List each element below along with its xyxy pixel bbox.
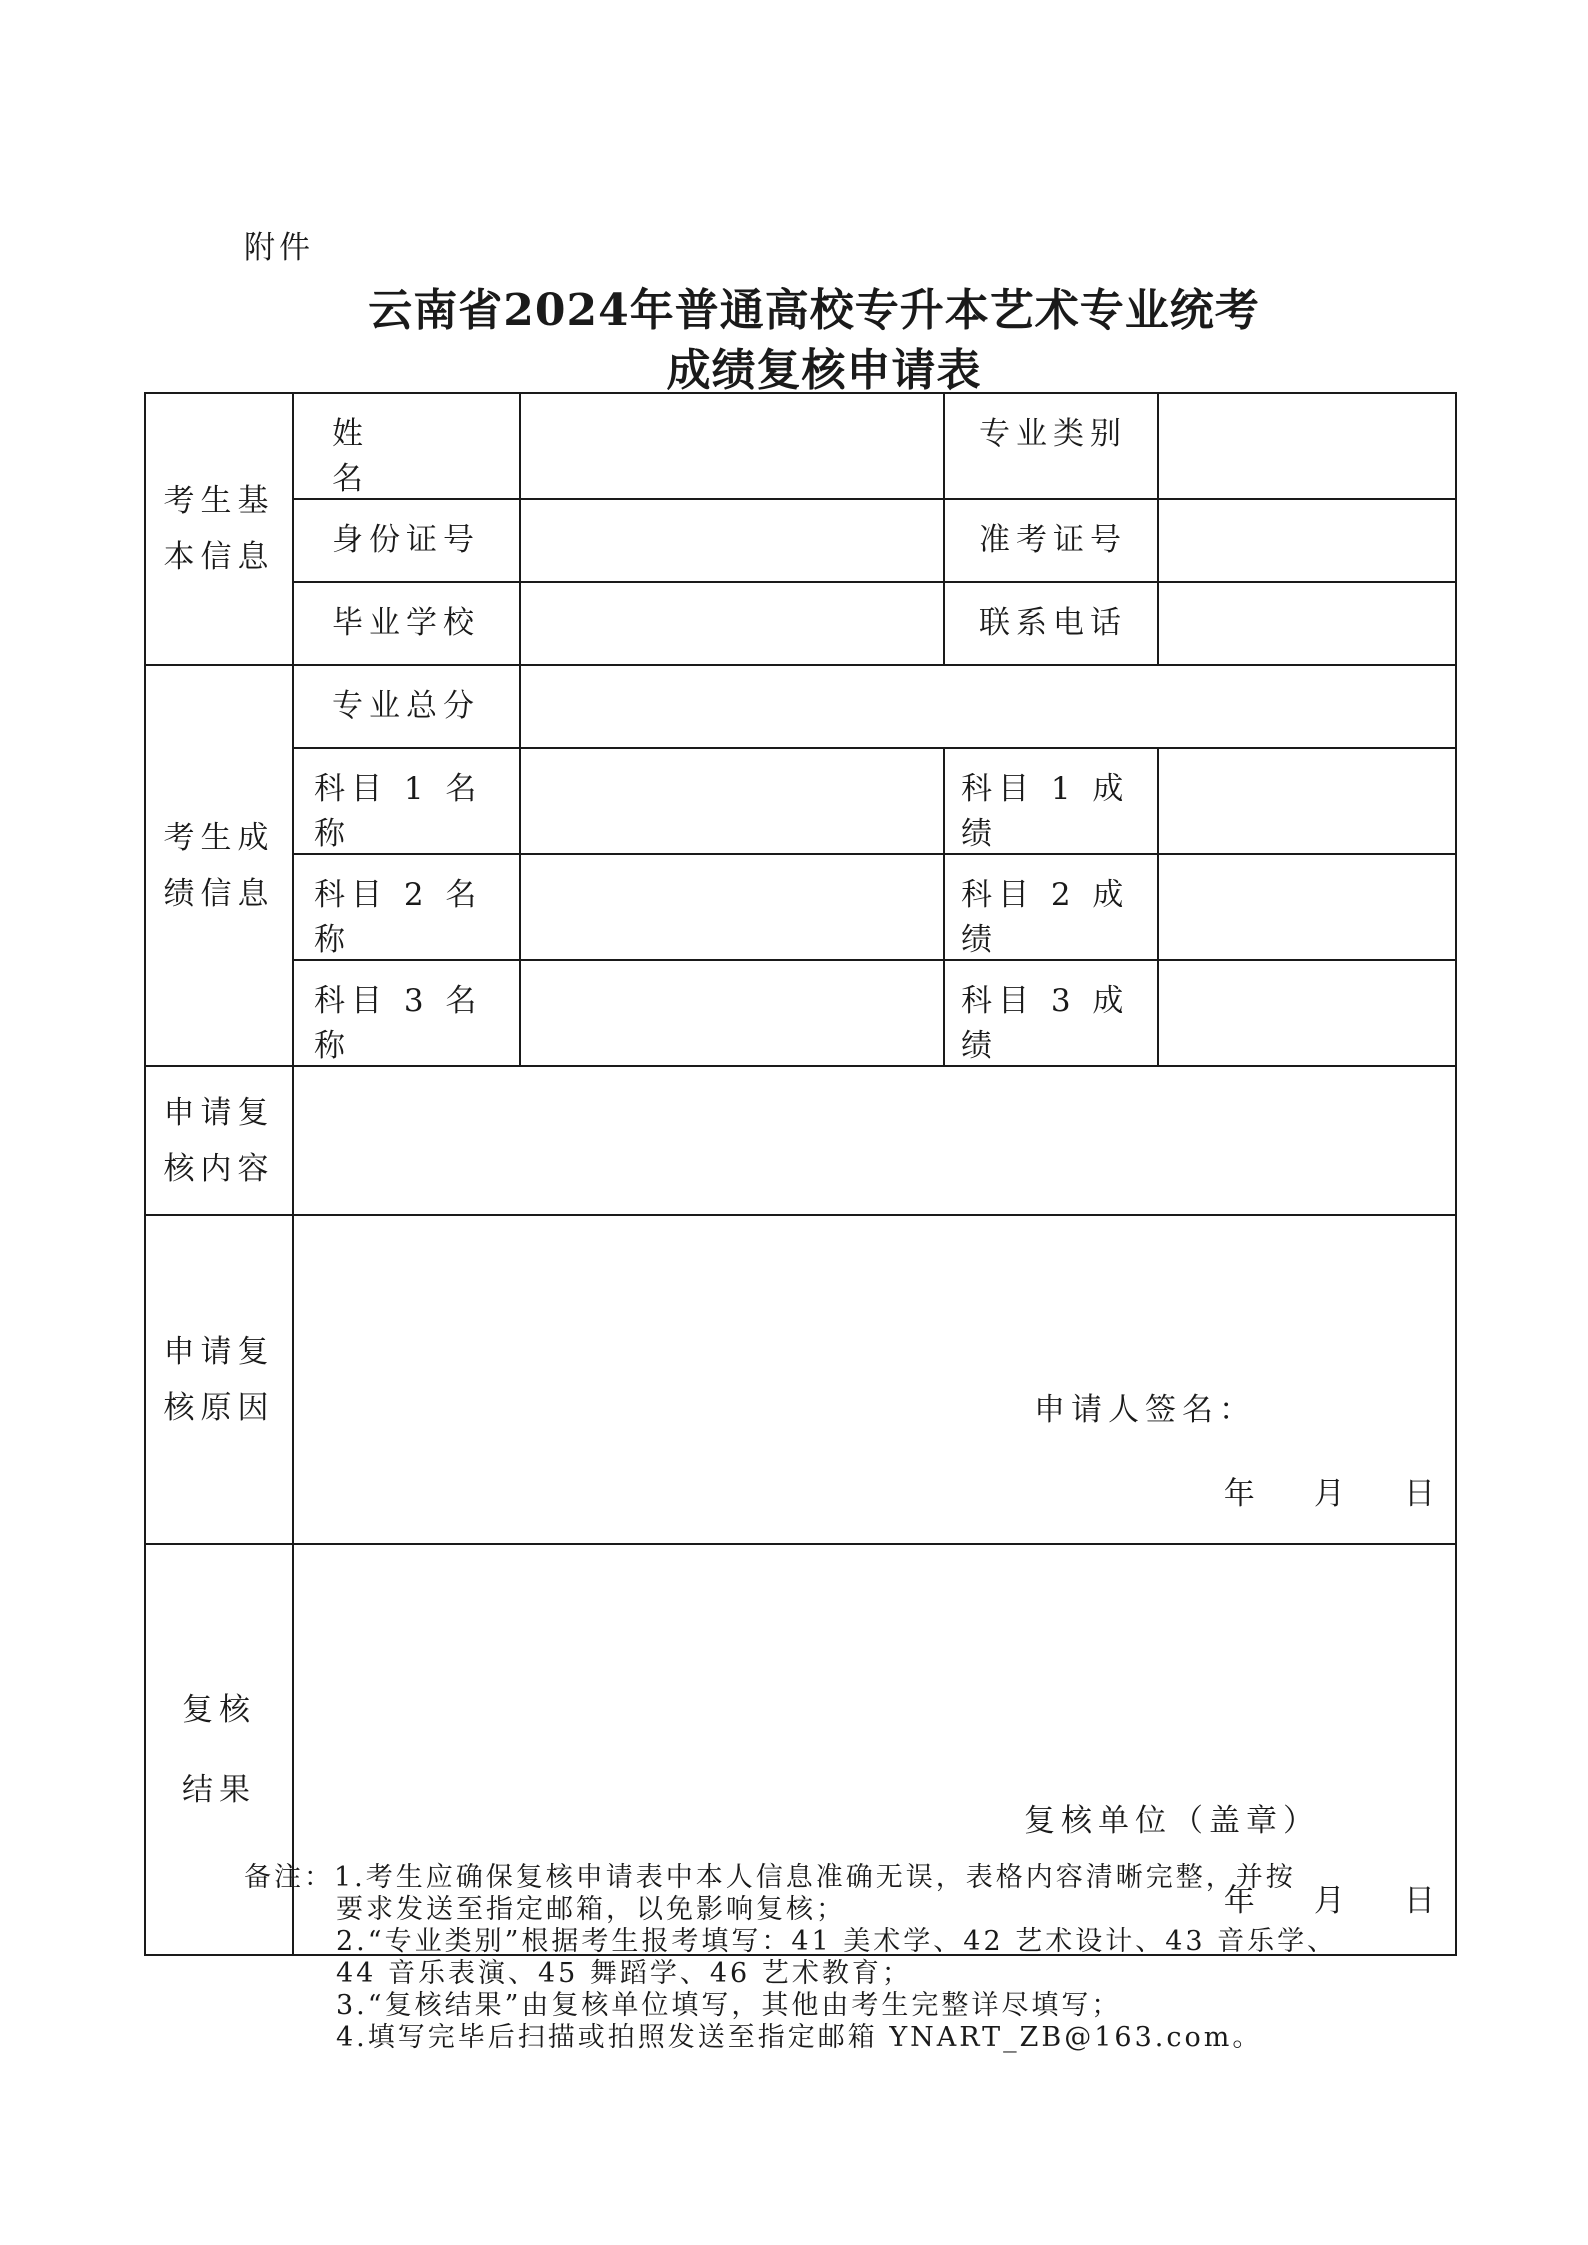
review-unit-seal-label: 复核单位（盖章） — [1024, 1803, 1320, 1839]
label-subject3-name: 科目 3 名称 — [293, 960, 520, 1066]
note-1a: 备注：1.考生应确保复核申请表中本人信息准确无误，表格内容清晰完整，并按 — [244, 1862, 1296, 1893]
section-label-line: 申请复 — [163, 1094, 275, 1131]
label-subject3-score: 科目 3 成绩 — [944, 960, 1158, 1066]
section-review-reason — [145, 1215, 293, 1544]
applicant-signature-label: 申请人签名： — [1034, 1392, 1256, 1428]
section-basic-info — [145, 393, 293, 665]
label-phone: 联系电话 — [944, 582, 1158, 665]
note-2a: 2.“专业类别”根据考生报考填写：41 美术学、42 艺术设计、43 音乐学、 — [336, 1926, 1338, 1957]
label-id-number: 身份证号 — [293, 499, 520, 582]
attachment-label: 附件 — [244, 230, 314, 266]
input-subject1-score[interactable] — [1158, 748, 1456, 854]
section-label-line: 结果 — [182, 1771, 256, 1808]
section-label-line: 核内容 — [163, 1150, 275, 1187]
input-subject2-score[interactable] — [1158, 854, 1456, 960]
section-label-line: 考生基 — [163, 483, 275, 519]
input-exam-number[interactable] — [1158, 499, 1456, 582]
input-subject2-name[interactable] — [520, 854, 944, 960]
section-label-line: 本信息 — [163, 539, 275, 575]
input-review-content[interactable] — [293, 1066, 1456, 1215]
input-phone[interactable] — [1158, 582, 1456, 665]
label-subject2-score: 科目 2 成绩 — [944, 854, 1158, 960]
label-subject2-name: 科目 2 名称 — [293, 854, 520, 960]
input-subject3-name[interactable] — [520, 960, 944, 1066]
input-id-number[interactable] — [520, 499, 944, 582]
applicant-date: 年 月 日 — [1223, 1476, 1435, 1512]
input-total-score[interactable] — [520, 665, 1456, 748]
label-subject1-score: 科目 1 成绩 — [944, 748, 1158, 854]
form-title-line2: 成绩复核申请表 — [666, 345, 982, 396]
section-label-line: 复核 — [182, 1691, 256, 1728]
label-exam-number: 准考证号 — [944, 499, 1158, 582]
label-name — [293, 393, 520, 499]
form-title-line1: 云南省2024年普通高校专升本艺术专业统考 — [368, 285, 1260, 336]
section-label-line: 考生成 — [163, 819, 275, 856]
note-2b: 44 音乐表演、45 舞蹈学、46 艺术教育； — [336, 1958, 912, 1989]
input-subject1-name[interactable] — [520, 748, 944, 854]
section-score-info — [145, 665, 293, 1066]
input-name[interactable] — [520, 393, 944, 499]
label-subject1-name: 科目 1 名称 — [293, 748, 520, 854]
section-review-content — [145, 1066, 293, 1215]
section-label-line: 绩信息 — [163, 875, 275, 912]
input-review-reason[interactable] — [293, 1215, 1456, 1544]
label-text: 姓名 — [332, 416, 433, 497]
application-form-table — [144, 392, 1457, 1956]
label-major-category: 专业类别 — [944, 393, 1158, 499]
notes-block — [244, 1862, 1337, 2054]
input-subject3-score[interactable] — [1158, 960, 1456, 1066]
input-major-category[interactable] — [1158, 393, 1456, 499]
review-date: 年 月 日 — [1223, 1883, 1435, 1919]
label-total-score: 专业总分 — [293, 665, 520, 748]
input-graduate-school[interactable] — [520, 582, 944, 665]
label-graduate-school: 毕业学校 — [293, 582, 520, 665]
section-label-line: 核原因 — [163, 1389, 275, 1426]
note-4: 4.填写完毕后扫描或拍照发送至指定邮箱 YNART_ZB@163.com。 — [336, 2022, 1263, 2053]
section-label-line: 申请复 — [163, 1333, 275, 1370]
note-3: 3.“复核结果”由复核单位填写，其他由考生完整详尽填写； — [336, 1990, 1122, 2021]
note-1b: 要求发送至指定邮箱，以免影响复核； — [336, 1894, 846, 1925]
